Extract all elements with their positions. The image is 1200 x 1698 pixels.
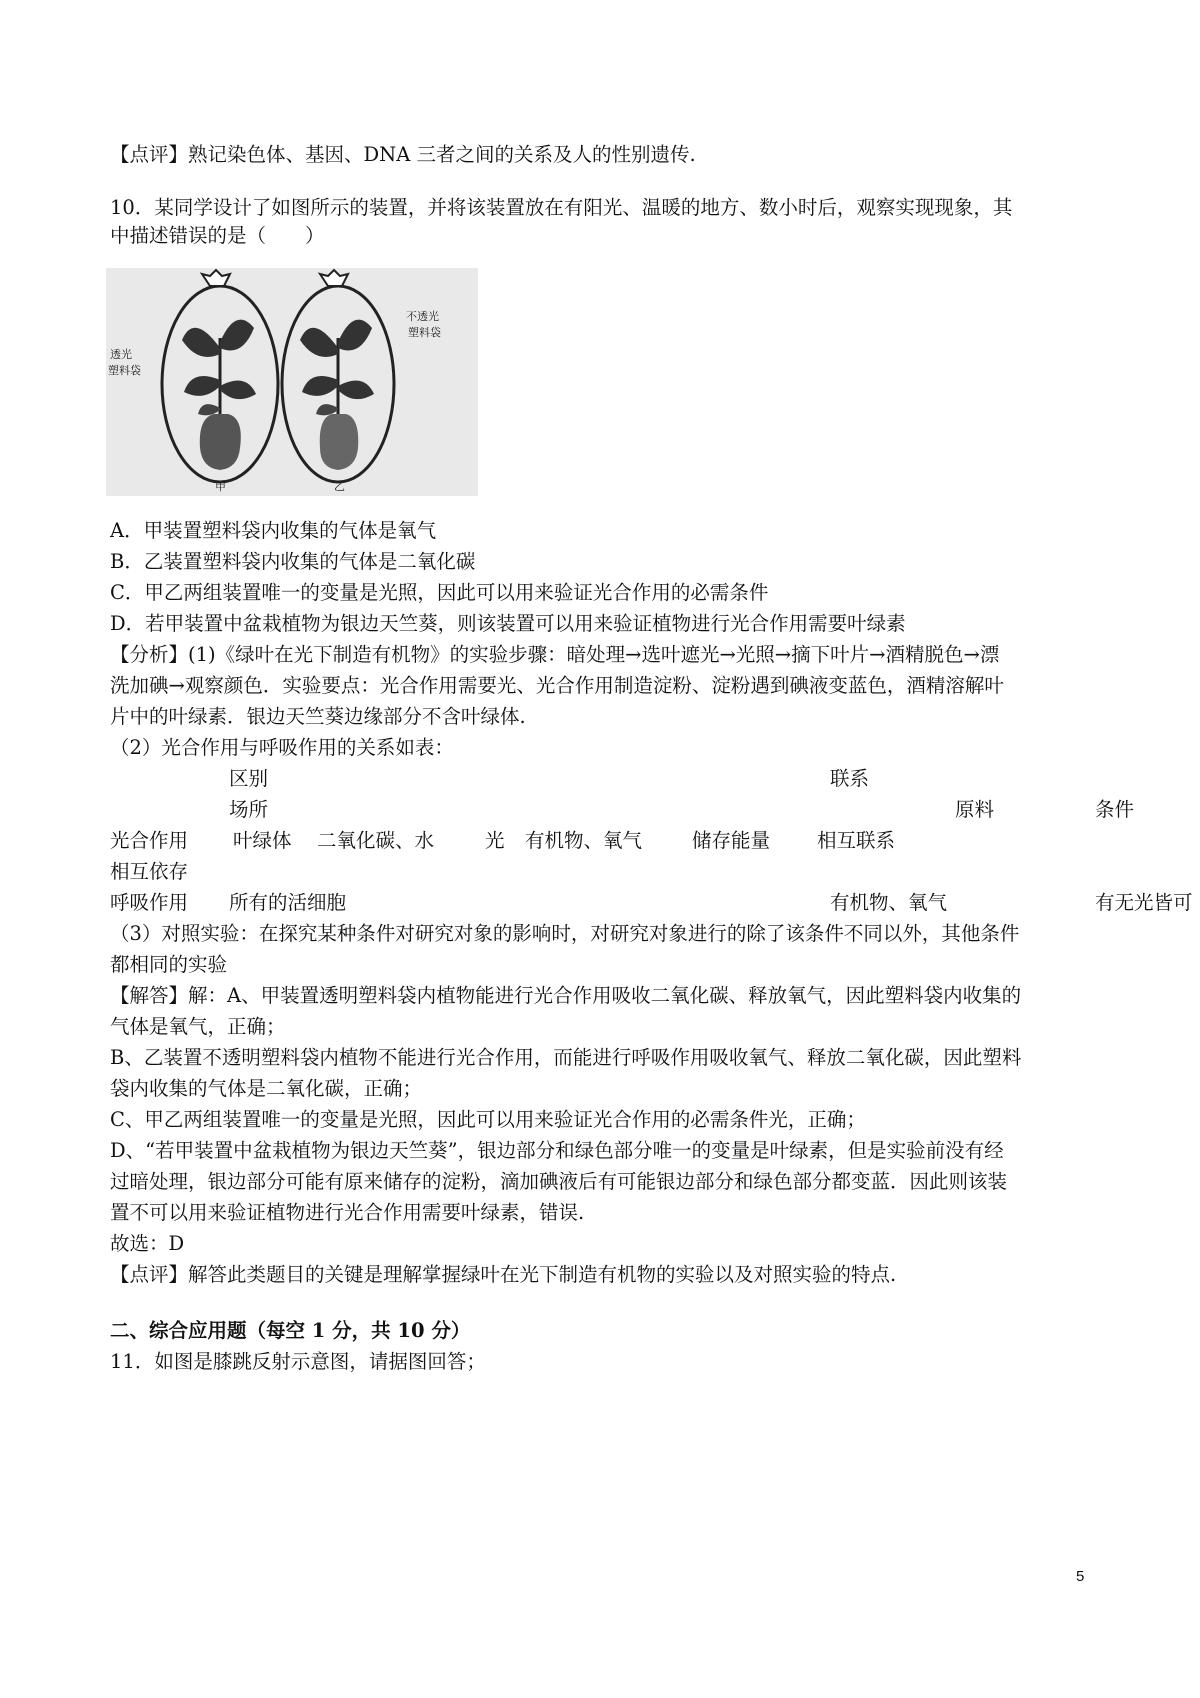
table-header-qubie: 区别	[229, 767, 269, 790]
experiment-illustration	[106, 268, 478, 496]
analysis-line-1: 【分析】(1)《绿叶在光下制造有机物》的实验步骤：暗处理→选叶遮光→光照→摘下叶片→酒精脱色→漂	[110, 643, 1000, 666]
q10-stem-line2: 中描述错误的是（ ）	[110, 224, 325, 247]
page-number: 5	[1076, 1568, 1085, 1585]
choice-line: 故选：D	[110, 1232, 185, 1255]
row1-product: 有机物、氧气	[525, 829, 643, 852]
q10-option-b: B．乙装置塑料袋内收集的气体是二氧化碳	[110, 550, 476, 573]
row1-condition: 光	[485, 829, 505, 852]
answer-line-4: 袋内收集的气体是二氧化碳，正确；	[110, 1077, 423, 1100]
label-yi: 乙	[334, 480, 345, 493]
row2-place: 所有的活细胞	[229, 891, 347, 914]
answer-line-8: 置不可以用来验证植物进行光合作用需要叶绿素，错误.	[110, 1201, 585, 1224]
answer-line-5: C、甲乙两组装置唯一的变量是光照，因此可以用来验证光合作用的必需条件光，正确；	[110, 1108, 866, 1131]
answer-line-6: D、“若甲装置中盆栽植物为银边天竺葵”，银边部分和绿色部分唯一的变量是叶绿素，但是实验前没有经	[110, 1139, 1004, 1162]
analysis-line-4: （2）光合作用与呼吸作用的关系如表：	[110, 736, 454, 759]
experiment-figure	[106, 268, 478, 496]
row1-relation2: 相互依存	[110, 860, 189, 883]
review-line: 【点评】解答此类题目的关键是理解掌握绿叶在光下制造有机物的实验以及对照实验的特点.	[110, 1263, 897, 1286]
answer-line-1: 【解答】解：A、甲装置透明塑料袋内植物能进行光合作用吸收二氧化碳、释放氧气，因此塑料袋内收集的	[110, 984, 1022, 1007]
label-opaque-1: 不透光	[406, 310, 439, 323]
table-header-changsuo: 场所	[229, 798, 269, 821]
table-header-yuanliao: 原料	[955, 798, 995, 821]
review-previous: 【点评】熟记染色体、基因、DNA 三者之间的关系及人的性别遗传.	[110, 143, 696, 166]
q10-option-d: D．若甲装置中盆栽植物为银边天竺葵，则该装置可以用来验证植物进行光合作用需要叶绿素	[110, 612, 906, 635]
analysis3-line-1: （3）对照实验：在探究某种条件对研究对象的影响时，对研究对象进行的除了该条件不同以外，其他条件	[110, 922, 1020, 945]
label-jia: 甲	[215, 480, 226, 493]
row1-place: 叶绿体	[233, 829, 292, 852]
row1-energy: 储存能量	[692, 829, 771, 852]
row2-name: 呼吸作用	[110, 891, 189, 914]
q10-option-c: C．甲乙两组装置唯一的变量是光照，因此可以用来验证光合作用的必需条件	[110, 581, 769, 604]
q11-stem: 11．如图是膝跳反射示意图，请据图回答；	[110, 1350, 486, 1373]
analysis3-line-2: 都相同的实验	[110, 953, 228, 976]
row1-material: 二氧化碳、水	[317, 829, 435, 852]
answer-line-3: B、乙装置不透明塑料袋内植物不能进行光合作用，而能进行呼吸作用吸收氧气、释放二氧化碳，因此塑料	[110, 1046, 1022, 1069]
row2-condition: 有无光皆可	[1095, 891, 1193, 914]
table-header-lianxi: 联系	[830, 767, 870, 790]
analysis-line-2: 洗加碘→观察颜色．实验要点：光合作用需要光、光合作用制造淀粉、淀粉遇到碘液变蓝色，酒精溶解叶	[110, 674, 1004, 697]
label-transparent-1: 透光	[110, 348, 132, 361]
row1-name: 光合作用	[110, 829, 189, 852]
table-header-tiaojian: 条件	[1095, 798, 1135, 821]
label-opaque-2: 塑料袋	[408, 326, 441, 339]
section2-heading: 二、综合应用题（每空 1 分，共 10 分）	[110, 1319, 471, 1342]
row2-material: 有机物、氧气	[830, 891, 948, 914]
answer-line-2: 气体是氧气，正确；	[110, 1015, 286, 1038]
answer-line-7: 过暗处理，银边部分可能有原来储存的淀粉，滴加碘液后有可能银边部分和绿色部分都变蓝．因此则该装	[110, 1170, 1008, 1193]
analysis-line-3: 片中的叶绿素．银边天竺葵边缘部分不含叶绿体.	[110, 705, 526, 728]
label-transparent-2: 塑料袋	[108, 364, 141, 377]
q10-option-a: A．甲装置塑料袋内收集的气体是氧气	[110, 519, 437, 542]
row1-relation: 相互联系	[817, 829, 896, 852]
q10-stem-line1: 10．某同学设计了如图所示的装置，并将该装置放在有阳光、温暖的地方、数小时后，观察实现现象，其	[110, 196, 1013, 219]
